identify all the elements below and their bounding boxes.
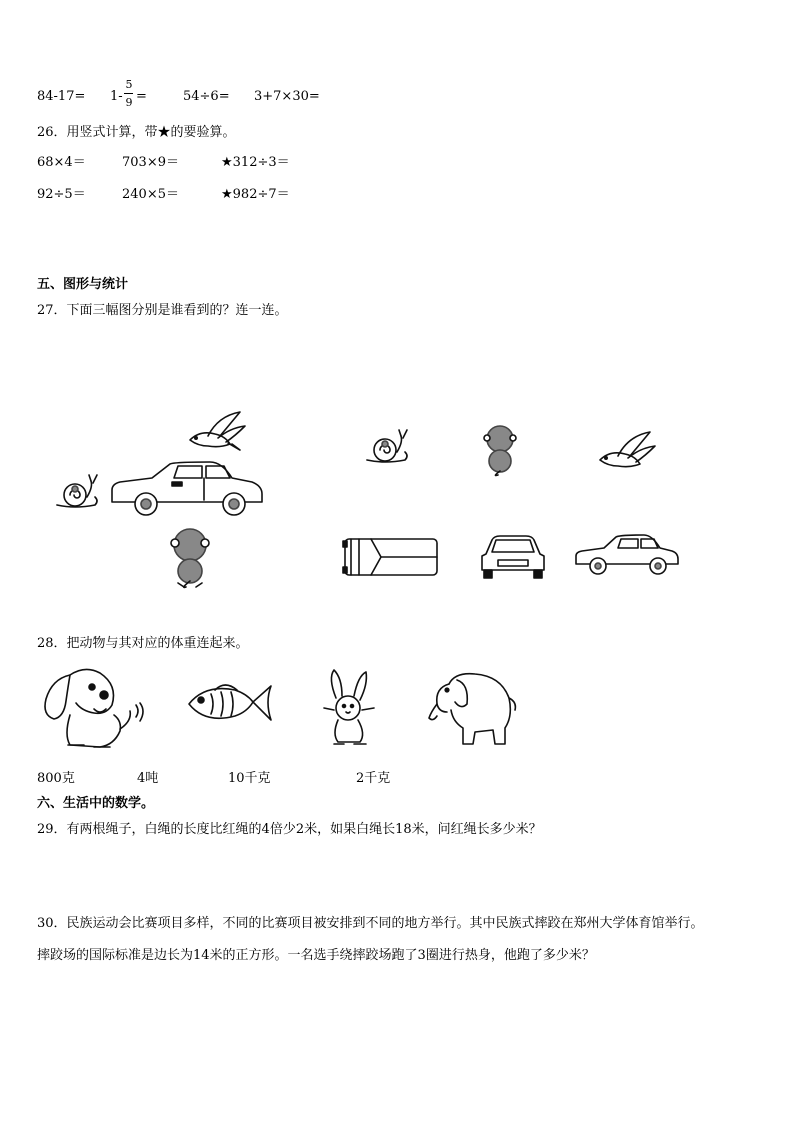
fraction-numerator: 5 [125,78,133,91]
q29-text: 29．有两根绳子，白绳的长度比红绳的4倍少2米，如果白绳长18米，问红绳长多少米？ [37,822,542,837]
q30-line1: 30．民族运动会比赛项目多样，不同的比赛项目被安排到不同的地方举行。其中民族式摔跤在郑州大学体育馆举行。 [37,916,704,931]
expr-84-17: 84-17= [37,89,86,104]
expr-fraction-integer: 1- [110,89,123,104]
section-5-title: 五、图形与统计 [37,277,129,292]
q27-viewers-row [360,425,660,480]
weight-option: 4吨 [137,771,159,786]
monkey-back-icon [171,529,209,587]
weight-option: 2千克 [356,771,391,786]
weight-option: 10千克 [228,771,271,786]
car-side-icon [576,535,678,574]
q26-item: 240×5＝ [122,187,179,202]
bird-icon [190,412,245,450]
expr-54-div-6: 54÷6= [183,89,230,104]
q30-line2: 摔跤场的国际标准是边长为14米的正方形。一名选手绕摔跤场跑了3圈进行热身，他跑了多少米？ [37,948,595,963]
q28-title: 28．把动物与其对应的体重连起来。 [37,636,249,651]
monkey-back-icon [484,426,516,476]
fraction-denominator: 9 [125,96,133,109]
car-side-icon [112,462,262,515]
car-front-view-icon [482,536,544,578]
snail-icon [367,430,407,462]
fraction-bar [124,93,133,94]
q27-car-views-row [340,530,680,585]
q26-item: 92÷5＝ [37,187,86,202]
rabbit-icon [320,668,380,753]
dog-icon [40,665,150,755]
fish-icon [185,680,275,730]
q26-item: 68×4＝ [37,155,86,170]
weight-option: 800克 [37,771,75,786]
elephant-icon [425,668,520,748]
q26-item: ★312÷3＝ [221,155,290,170]
car-top-view-icon [343,539,437,575]
q26-item: 703×9＝ [122,155,179,170]
bird-icon [600,432,655,467]
snail-icon [57,475,97,507]
section-6-title: 六、生活中的数学。 [37,796,155,811]
q26-item: ★982÷7＝ [221,187,290,202]
q26-title: 26．用竖式计算，带★的要验算。 [37,125,236,140]
expr-fraction-equals: = [136,89,147,104]
q27-title: 27．下面三幅图分别是谁看到的？连一连。 [37,303,288,318]
q27-scene-illustration [50,405,290,590]
expr-3-plus-7x30: 3+7×30= [254,89,320,104]
